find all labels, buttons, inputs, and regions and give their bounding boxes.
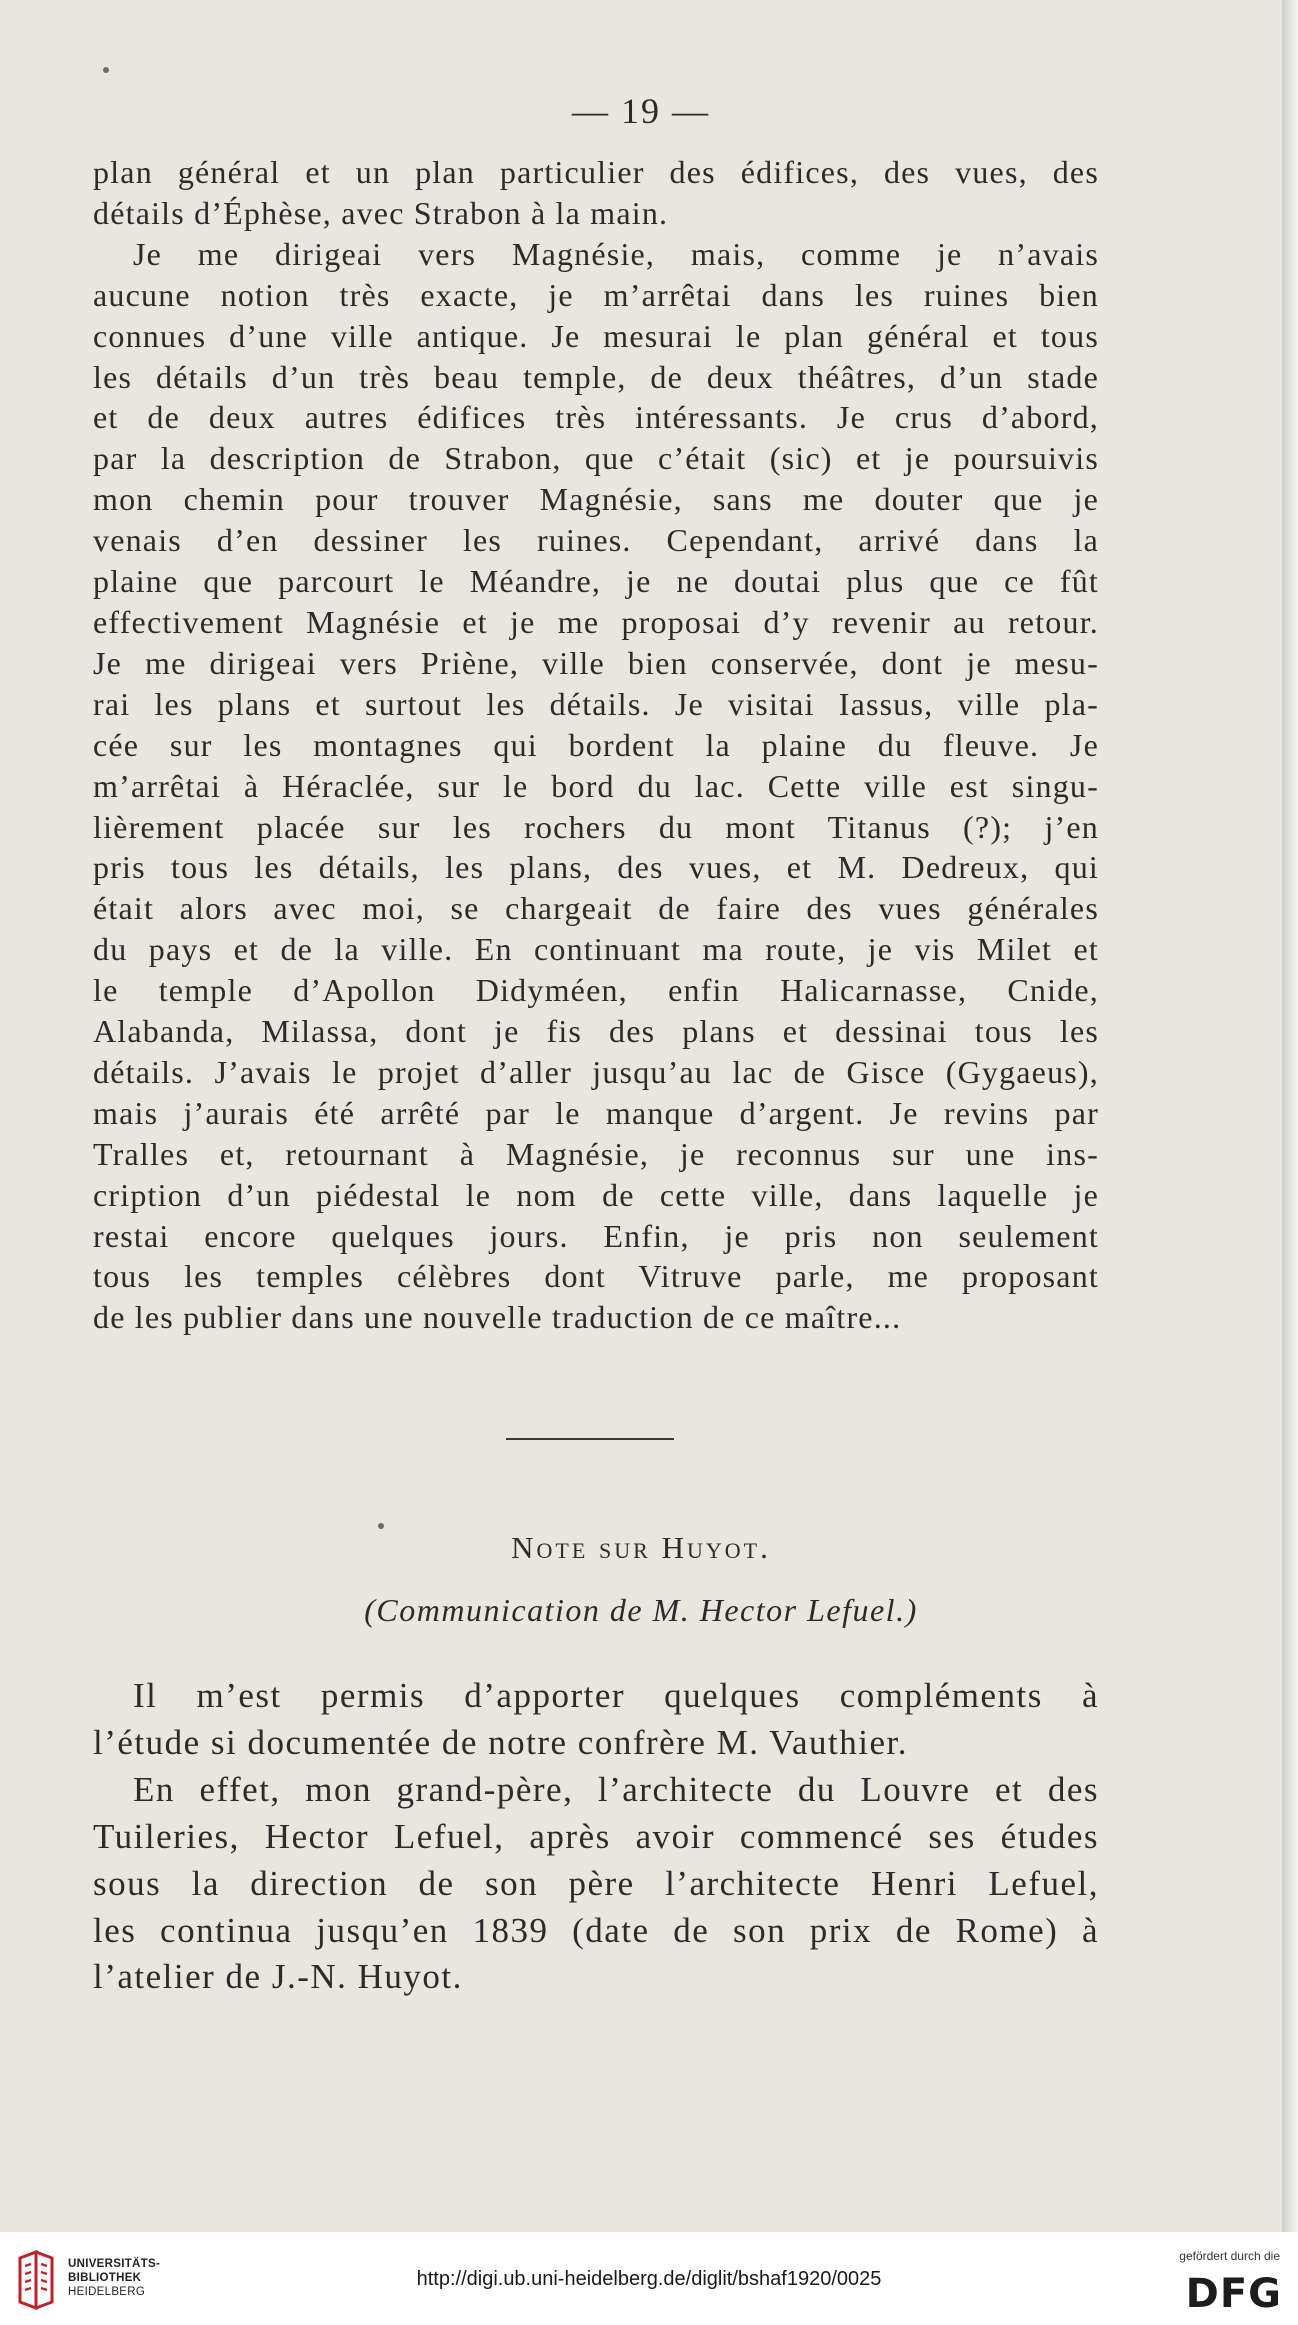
text-line: le temple d’Apollon Didyméen, enfin Halicarnasse, Cnide, — [93, 972, 1099, 1009]
text-line: détails d’Éphèse, avec Strabon à la main. — [93, 194, 669, 231]
text-line: Tralles et, retournant à Magnésie, je reconnus sur une ins- — [93, 1135, 1099, 1172]
scan-speck — [103, 67, 109, 73]
text-line: Je me dirigeai vers Priène, ville bien conservée, dont je mesu- — [93, 644, 1099, 681]
library-name-line: HEIDELBERG — [68, 2286, 146, 2298]
text-line: de les publier dans une nouvelle traduction de ce maître... — [93, 1299, 902, 1336]
digitization-footer — [0, 2232, 1298, 2325]
text-line: venais d’en dessiner les ruines. Cependant, arrivé dans la — [93, 522, 1099, 559]
paragraph-continuation — [93, 152, 1099, 1338]
library-name-line: UNIVERSITÄTS- — [68, 2258, 161, 2270]
text-line: sous la direction de son père l’architecte Henri Lefuel, — [93, 1863, 1099, 1903]
text-line: tous les temples célèbres dont Vitruve parle, me proposant — [93, 1258, 1099, 1295]
text-line: l’étude si documentée de notre confrère M. Vauthier. — [93, 1722, 908, 1762]
text-line: mon chemin pour trouver Magnésie, sans me douter que je — [93, 481, 1099, 518]
permalink-url[interactable]: http://digi.ub.uni-heidelberg.de/diglit/bshaf1920/0025 — [416, 2268, 882, 2290]
text-line: connues d’une ville antique. Je mesurai le plan général et tous — [93, 317, 1099, 354]
text-line: du pays et de la ville. En continuant ma route, je vis Milet et — [93, 931, 1099, 968]
text-line: effectivement Magnésie et je me proposai d’y revenir au retour. — [93, 603, 1099, 640]
text-line: plaine que parcourt le Méandre, je ne doutai plus que ce fût — [93, 563, 1099, 600]
text-line: cription d’un piédestal le nom de cette ville, dans laquelle je — [93, 1176, 1099, 1213]
section-divider — [506, 1438, 674, 1440]
text-line: l’atelier de J.-N. Huyot. — [93, 1957, 463, 1997]
paragraph-note — [93, 1673, 1099, 2001]
section-subtitle: (Communication de M. Hector Lefuel.) — [364, 1592, 918, 1628]
text-line: cée sur les montagnes qui bordent la plaine du fleuve. Je — [93, 726, 1099, 763]
text-line: Tuileries, Hector Lefuel, après avoir commencé ses études — [93, 1816, 1099, 1856]
text-line: était alors avec moi, se chargeait de faire des vues générales — [93, 890, 1099, 927]
text-line: plan général et un plan particulier des édifices, des vues, des — [93, 154, 1099, 190]
text-line: détails. J’avais le projet d’aller jusqu’au lac de Gisce (Gygaeus), — [93, 1053, 1099, 1090]
text-line: m’arrêtai à Héraclée, sur le bord du lac. Cette ville est singu- — [93, 767, 1099, 804]
text-line: Il m’est permis d’apporter quelques compléments à — [133, 1676, 1099, 1715]
funding-label: gefördert durch die — [1179, 2249, 1280, 2263]
text-line: par la description de Strabon, que c’était (sic) et je poursuivis — [93, 440, 1099, 477]
text-line: les continua jusqu’en 1839 (date de son prix de Rome) à — [93, 1910, 1099, 1950]
text-line: Je me dirigeai vers Magnésie, mais, comme je n’avais — [133, 235, 1099, 272]
text-line: pris tous les détails, les plans, des vues, et M. Dedreux, qui — [93, 849, 1099, 886]
library-name-line: BIBLIOTHEK — [68, 2272, 142, 2284]
page-edge — [1282, 0, 1298, 2232]
section-title: Note sur Huyot. — [511, 1530, 771, 1565]
page-number: — 19 — — [572, 91, 710, 131]
text-line: lièrement placée sur les rochers du mont Titanus (?); j’en — [93, 808, 1099, 845]
text-line: rai les plans et surtout les détails. Je visitai Iassus, ville pla- — [93, 685, 1099, 722]
dfg-logo: DFG — [1185, 2271, 1282, 2317]
text-line: les détails d’un très beau temple, de deux théâtres, d’un stade — [93, 358, 1099, 395]
text-line: aucune notion très exacte, je m’arrêtai dans les ruines bien — [93, 276, 1099, 313]
text-line: restai encore quelques jours. Enfin, je pris non seulement — [93, 1217, 1099, 1254]
scan-speck — [378, 1523, 384, 1529]
text-line: Alabanda, Milassa, dont je fis des plans et dessinai tous les — [93, 1013, 1099, 1050]
text-line: mais j’aurais été arrêté par le manque d’argent. Je revins par — [93, 1094, 1099, 1131]
text-line: et de deux autres édifices très intéressants. Je crus d’abord, — [93, 399, 1099, 436]
text-line: En effet, mon grand-père, l’architecte du Louvre et des — [133, 1769, 1099, 1809]
